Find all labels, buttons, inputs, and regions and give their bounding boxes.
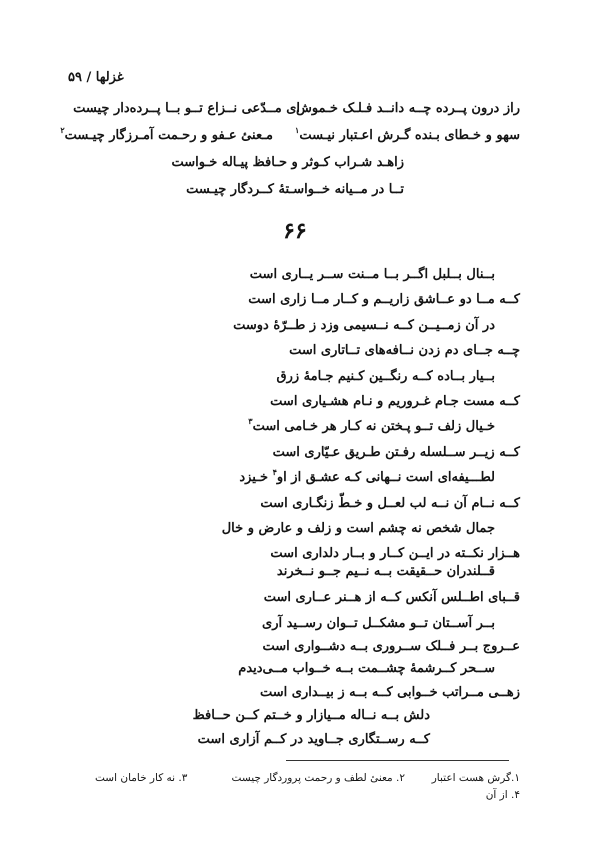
poem-line-9-tail: خـیزد — [239, 470, 269, 485]
poem-line-18: زهــی مــراتب خــوابی کــه بــه ز بیــداری است — [259, 685, 520, 700]
poem-line-13: قــلندران حــقیقت بــه نــیم جــو نــخرند — [276, 564, 495, 579]
closing-couplet-line-2: تــا در مــیانه خــواسـتهٔ کــردگار چیـست — [186, 182, 404, 197]
poem-line-19: دلش بــه نــاله مــیازار و خــتم کــن حــافظ — [192, 708, 430, 723]
footnote-marker-3: ۳ — [248, 416, 253, 426]
poem-line-9-text: لطـــیفه‌ای است نــهانی کـه عشـق از او — [276, 470, 495, 485]
couplet-2-right-text: سهو و خـطای بـنده گـرش اعـتبار نیـست — [299, 128, 520, 143]
poem-line-3: در آن زمــیــن کــه نــسیمی وزد ز طــرّهٔ دوست — [233, 318, 495, 333]
poem-line-14: قــبای اطــلس آنکس کــه از هــنر عــاری است — [263, 590, 520, 605]
footnote-4: ۴. از آن — [485, 789, 520, 801]
footnote-3: ۳. نه کار خامان است — [95, 772, 188, 784]
poem-line-17: ســحر کــرشمهٔ چشــمت بــه خــواب مــی‌دیدم — [238, 661, 495, 676]
poem-line-7-text: خـیال زلف تــو پـختن نه کـار هر خـامی است — [252, 419, 495, 434]
couplet-2-hemistich-left — [60, 127, 273, 145]
couplet-1-hemistich-right: راز درون پــرده چــه دانــد فـلـک خـموش — [295, 101, 520, 116]
poem-number: ۶۶ — [283, 218, 307, 244]
footnote-marker-4: ۴ — [272, 467, 277, 477]
poem-line-1: بــنال بــلبل اگــر بــا مــنت ســر یــاری است — [249, 267, 495, 282]
footnote-marker-2: ۲ — [60, 125, 65, 135]
running-header: غزلها / ۵۹ — [68, 70, 124, 85]
couplet-2-left-text: مـعنئ عـفو و رحـمت آمـرزگار چیـست — [64, 128, 273, 143]
poem-line-2: کــه مــا دو عــاشق زاریــم و کــار مــا زاری است — [248, 292, 520, 307]
poem-line-11: جمال شخص نه چشم است و زلف و عارض و خال — [221, 521, 495, 536]
poem-line-6: کــه مست جـام غـروریم و نـام هشـیاری است — [270, 394, 520, 409]
poem-line-10: کــه نــام آن نــه لب لعــل و خـطّ زنگـاری است — [260, 496, 520, 511]
poem-line-9 — [239, 469, 495, 487]
poem-line-8: کــه زیــر ســلسله رفـتن طـریق عـیّاری است — [272, 445, 520, 460]
poem-line-12: هــزار نکــته در ایــن کــار و بــار دلداری است — [270, 546, 520, 561]
poem-line-7 — [248, 418, 495, 436]
footnote-marker-1: ۱ — [295, 125, 300, 135]
couplet-1-hemistich-left: ای مــدّعی نــزاع تــو بــا پــرده‌دار چیست — [73, 101, 300, 116]
couplet-2-hemistich-right — [295, 127, 520, 145]
poem-line-16: عــروج بــر فــلک ســروری بــه دشــواری است — [262, 639, 520, 654]
poem-line-5: بــیار بــاده کــه رنگــین کـنیم جـامهٔ زرق — [276, 369, 495, 384]
footnote-2: ۲. معنئ لطف و رحمت پروردگار چیست — [231, 772, 405, 784]
footnote-1: ۱.گرش هست اعتبار — [431, 772, 520, 784]
footnote-rule — [286, 760, 509, 761]
closing-couplet-line-1: زاهـد شـراب کـوثر و حـافظ پیـاله خـواست — [171, 155, 404, 170]
poem-line-15: بــر آســتان تــو مشکــل تــوان رســید آری — [262, 616, 495, 631]
poem-line-20: کــه رســتگاری جــاوید در کــم آزاری است — [197, 732, 430, 747]
poem-line-4: چــه جــای دم زدن نــافه‌های تــاتاری است — [289, 343, 520, 358]
